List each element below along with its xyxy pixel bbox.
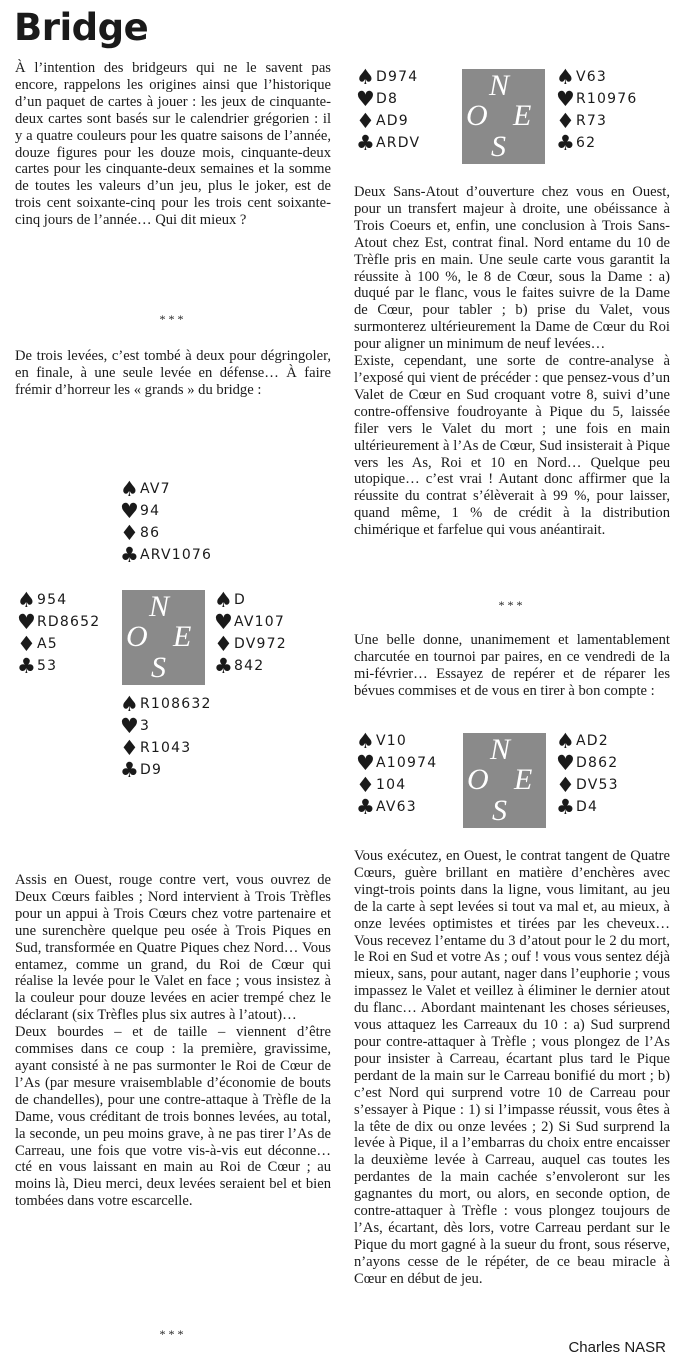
heart-icon: ♥ (120, 499, 141, 523)
compass-north: N (490, 733, 513, 766)
west-hearts: ♥ D8 (356, 87, 399, 111)
east-hearts: ♥ D862 (556, 751, 619, 775)
west-diamonds: ♦ AD9 (356, 109, 409, 133)
south-clubs: ♣ D9 (120, 758, 163, 782)
east-clubs: ♣ 842 (214, 654, 265, 678)
club-icon: ♣ (556, 795, 577, 819)
north-spades: ♠ AV7 (120, 477, 171, 501)
west-hearts: ♥ RD8652 (17, 610, 101, 634)
west-hand (356, 66, 420, 154)
club-icon: ♣ (214, 654, 235, 678)
east-hand (214, 589, 287, 677)
north-clubs: ♣ ARV1076 (120, 543, 213, 567)
spade-icon: ♠ (556, 65, 577, 89)
compass-box (463, 733, 546, 828)
east-diamonds: ♦ R73 (556, 109, 608, 133)
right-paragraph-3: Une belle donne, unanimement et lamentablement charcutée en tournoi par paires, en ce vendredi de la mi-février… Essayez de repérer et de réparer les bévues commises et de vous en tirer à bon compte : (354, 632, 670, 699)
diamond-icon: ♦ (356, 773, 377, 797)
spade-icon: ♠ (556, 729, 577, 753)
north-hand (120, 478, 212, 566)
west-clubs: ♣ ARDV (356, 131, 421, 155)
west-spades: ♠ 954 (17, 588, 68, 612)
south-hand (120, 693, 212, 781)
east-clubs: ♣ 62 (556, 131, 597, 155)
east-spades: ♠ V63 (556, 65, 607, 89)
right-paragraph-1: Deux Sans-Atout d’ouverture chez vous en Ouest, pour un transfert majeur à droite, une obéissance à Trois Coeurs et, enfin, une conclusion à Trois Sans-Atout chez Est, contrat final. Nord entame du 10 de Trèfle pris en main. Une seule carte vous garantit la réussite à 100 %, le 8 de Cœur, sous la Dame : a) duqué par le flanc, vous le faites suivre de la Dame de Cœur, pour tabler ; b) prise du Valet, vous surmonterez ultérieurement la Dame de Cœur du Roi pour aligner un minimum de neuf levées… Existe, cependant, une sorte de contre-analyse à l’exposé qui vient de précéder : que pensez-vous d’un Valet de Cœur en Sud croquant votre 8, suivi d’une contre-offensive foudroyante à Pique du 5, laissée filer vers le Valet du mort ; une fois en main ultérieurement à l’As de Cœur, Sud insisterait à Pique vers les As, Roi et 10 en Nord… Quelque peu utopique… c’est vrai ! Autant donc affirmer que la réussite du contrat s’élèverait à 99 %, pour laisser, quand même, 1 % de crédit à la distribution chimérique et farfelue qui vous anéantirait. (354, 184, 670, 539)
page-title: Bridge (14, 6, 149, 49)
compass-west: O (126, 620, 150, 653)
separator: *** (498, 598, 526, 612)
separator: *** (159, 1327, 187, 1341)
paragraph-3: Assis en Ouest, rouge contre vert, vous ouvrez de Deux Cœurs faibles ; Nord intervient à Trois Trèfles pour un appui à Trois Cœurs chez votre partenaire et une surenchère quelque peu osée à Trois Piques en Sud, transformée en Quatre Piques chez Nord… Vous entamez, comme un grand, du Roi de Cœur qui réalise la levée pour le Valet en face ; vous insistez à la couleur pour douze levées en acier trempé chez le déclarant (six Trèfles plus six autres à l’atout)… Deux bourdes – et de taille – viennent d’être commises dans ce coup : la première, gravissime, ayant consisté à ne pas surmonter le Roi de Cœur de l’As (par mesure vraisemblable d’économie de bouts de chandelles), pour une contre-attaque à Trèfle de la Dame, vous créditant de trois bonnes levées, au total, la seconde, un peu moins grave, à ne pas tirer l’As de Carreau, une fois que votre vis-à-vis eut déconne…cté en vous laissant en main au Roi de Cœur ; au moins là, Dieu merci, deux levées seraient bel et bien tombées dans votre escarcelle. (15, 872, 331, 1210)
paragraph-2: De trois levées, c’est tombé à deux pour dégringoler, en finale, à une seule levée en défense… À faire frémir d’horreur les « grands » du bridge : (15, 348, 331, 398)
spade-icon: ♠ (120, 477, 141, 501)
club-icon: ♣ (556, 131, 577, 155)
west-hand (356, 730, 437, 818)
heart-icon: ♥ (214, 610, 235, 634)
compass-south: S (492, 794, 509, 827)
south-hearts: ♥ 3 (120, 714, 151, 738)
club-icon: ♣ (356, 131, 377, 155)
compass-west: O (466, 99, 490, 132)
spade-icon: ♠ (214, 588, 235, 612)
west-clubs: ♣ 53 (17, 654, 58, 678)
west-hearts: ♥ A10974 (356, 751, 438, 775)
west-spades: ♠ V10 (356, 729, 407, 753)
spade-icon: ♠ (356, 729, 377, 753)
club-icon: ♣ (17, 654, 38, 678)
compass-box (462, 69, 545, 164)
heart-icon: ♥ (17, 610, 38, 634)
east-hand (556, 730, 619, 818)
compass-east: E (173, 620, 194, 653)
diamond-icon: ♦ (356, 109, 377, 133)
club-icon: ♣ (356, 795, 377, 819)
east-spades: ♠ AD2 (556, 729, 609, 753)
compass-north: N (149, 590, 172, 623)
spade-icon: ♠ (120, 692, 141, 716)
heart-icon: ♥ (356, 751, 377, 775)
compass-south: S (151, 651, 168, 684)
east-hearts: ♥ AV107 (214, 610, 285, 634)
compass-west: O (467, 763, 491, 796)
west-clubs: ♣ AV63 (356, 795, 417, 819)
heart-icon: ♥ (556, 87, 577, 111)
compass-north: N (489, 69, 512, 102)
south-spades: ♠ R108632 (120, 692, 212, 716)
east-hand (556, 66, 637, 154)
west-hand (17, 589, 100, 677)
east-clubs: ♣ D4 (556, 795, 599, 819)
compass-east: E (513, 99, 534, 132)
diamond-icon: ♦ (17, 632, 38, 656)
intro-paragraph: À l’intention des bridgeurs qui ne le savent pas encore, rappelons les origines ainsi que l’historique d’un paquet de cartes à jouer : les jeux de cinquante-deux cartes sont basés sur le calendrier grégorien : il y a quatre couleurs pour les quatre saisons de l’année, douze figures pour les douze mois, cinquante-deux cartes pour les cinquante-deux semaines et la somme de toutes les valeurs d’un jeu, plus le joker, est de trois cent soixante-cinq pour les trois cent soixante-cinq jours de l’année… Qui dit mieux ? (15, 60, 331, 229)
east-diamonds: ♦ DV972 (214, 632, 287, 656)
heart-icon: ♥ (556, 751, 577, 775)
compass-box (122, 590, 205, 685)
south-diamonds: ♦ R1043 (120, 736, 192, 760)
diamond-icon: ♦ (214, 632, 235, 656)
heart-icon: ♥ (120, 714, 141, 738)
spade-icon: ♠ (356, 65, 377, 89)
east-spades: ♠ D (214, 588, 246, 612)
club-icon: ♣ (120, 758, 141, 782)
west-diamonds: ♦ A5 (17, 632, 58, 656)
compass-south: S (491, 130, 508, 163)
spade-icon: ♠ (17, 588, 38, 612)
diamond-icon: ♦ (120, 736, 141, 760)
east-diamonds: ♦ DV53 (556, 773, 619, 797)
compass-east: E (514, 763, 535, 796)
diamond-icon: ♦ (556, 109, 577, 133)
diamond-icon: ♦ (556, 773, 577, 797)
west-diamonds: ♦ 104 (356, 773, 407, 797)
right-paragraph-4: Vous exécutez, en Ouest, le contrat tangent de Quatre Cœurs, guère brillant en matière d’enchères avec vingt-trois points dans la ligne, vous limitant, au jeu de la carte à sept levées si tout va mal et, au mieux, à onze levées optimistes et tirées par les cheveux… Vous recevez l’entame du 3 d’atout pour le 2 du mort, le Roi en Sud et votre As ; ouf ! vous vous sentez déjà mieux, sans, pour autant, nager dans l’euphorie ; vous impassez le Valet et veillez à éliminer le dernier atout du flanc… Abordant maintenant les choses sérieuses, vous attaquez les Carreaux du 10 : a) Sud surprend pour contre-attaquer à Trèfle ; vous plongez de l’As pour insister à Carreau, écartant plus tard le Pique perdant de la main sur le Carreau bonifié du mort ; b) c’est Nord qui surprend votre 10 de Carreau pour s’essayer à Pique : 1) si l’impasse réussit, vous êtes à la tête de dix ou onze levées ; 2) Si Sud surprend la levée à Pique, il a l’embarras du choix entre encaisser la deuxième levée à Carreau, auquel cas toutes les perdantes de la main cachée s’envoleront sur les gagnantes du mort, ou alors, en seconde option, de contre-attaquer à Trèfle : vous plongez toujours de l’As, écartant, dès lors, votre Carreau perdant sur le Pique du mort gagné à la sueur du front, sous réserve, n’ayons cesse de le répéter, de ce beau miracle à Cœur en début de jeu. (354, 848, 670, 1287)
north-hearts: ♥ 94 (120, 499, 161, 523)
heart-icon: ♥ (356, 87, 377, 111)
east-hearts: ♥ R10976 (556, 87, 638, 111)
separator: *** (159, 312, 187, 326)
north-diamonds: ♦ 86 (120, 521, 161, 545)
club-icon: ♣ (120, 543, 141, 567)
author-signature: Charles NASR (568, 1339, 666, 1356)
diamond-icon: ♦ (120, 521, 141, 545)
west-spades: ♠ D974 (356, 65, 419, 89)
